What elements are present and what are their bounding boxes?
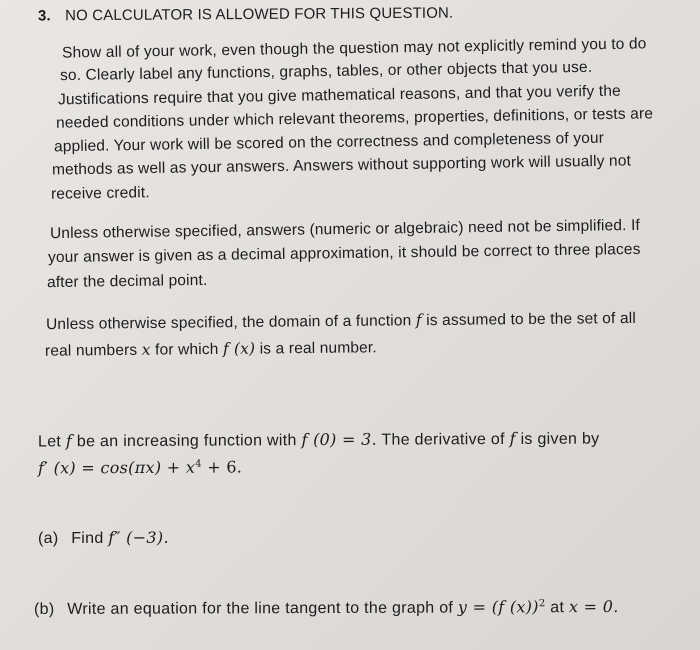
function-symbol: f: [415, 311, 422, 330]
function-expression: f (x): [222, 339, 256, 358]
derivative-formula: [38, 457, 242, 478]
variable-symbol: x: [141, 340, 151, 359]
part-label: (a): [38, 530, 59, 547]
problem-text: is given by: [520, 430, 600, 448]
domain-text: for which: [155, 340, 219, 359]
instruction-line: needed conditions under which relevant theorems, properties, definitions, or tests are: [55, 105, 654, 132]
exponent: 2: [538, 598, 546, 610]
part-text: at: [550, 599, 565, 617]
domain-text: is a real number.: [259, 339, 377, 358]
instruction-line: methods as well as your answers. Answers without supporting work will usually not: [51, 152, 632, 179]
instruction-line: [46, 309, 636, 334]
curve-expression: y = (f (x)): [457, 597, 539, 617]
instruction-line: [45, 338, 377, 360]
part-label: (b): [33, 600, 55, 619]
instruction-line: after the decimal point.: [46, 271, 208, 292]
part-b: [34, 597, 619, 619]
domain-text: is assumed to be the set of all: [426, 309, 636, 330]
domain-text: Unless otherwise specified, the domain of a function: [45, 312, 412, 334]
instruction-line: receive credit.: [50, 184, 150, 203]
question-number: 3.: [37, 7, 51, 25]
problem-text: The derivative of: [381, 431, 505, 449]
instruction-line: Unless otherwise specified, answers (numeric or algebraic) need not be simplified. If: [49, 216, 641, 243]
tangent-point: x = 0.: [568, 596, 619, 617]
second-derivative-expression: f″ (−3).: [108, 528, 169, 547]
part-text: Write an equation for the line tangent to the graph of: [67, 599, 454, 618]
instruction-line: applied. Your work will be scored on the correctness and completeness of your: [53, 129, 605, 156]
problem-text: Let: [37, 433, 62, 451]
instruction-line: your answer is given as a decimal approximation, it should be correct to three places: [47, 240, 641, 267]
derivative-constant: + 6.: [201, 457, 243, 477]
question-header: [38, 5, 453, 25]
question-title: NO CALCULATOR IS ALLOWED FOR THIS QUESTION.: [65, 4, 454, 25]
function-symbol: f: [65, 431, 73, 451]
problem-statement: [38, 429, 600, 452]
instruction-line: so. Clearly label any functions, graphs, tables, or other objects that you use.: [59, 58, 593, 85]
domain-text: real numbers: [44, 341, 138, 360]
derivative-expression: f′ (x) = cos(πx) + x: [37, 457, 196, 478]
exponent: 4: [195, 458, 202, 470]
problem-text: be an increasing function with: [76, 432, 297, 451]
instruction-line: Justifications require that you give mathematical reasons, and that you verify the: [57, 82, 621, 109]
initial-condition: f (0) = 3.: [301, 429, 377, 450]
function-symbol: f: [509, 428, 516, 449]
instruction-line: Show all of your work, even though the question may not explicitly remind you to do: [61, 35, 647, 62]
part-a: [38, 528, 169, 548]
part-text: Find: [71, 530, 104, 547]
